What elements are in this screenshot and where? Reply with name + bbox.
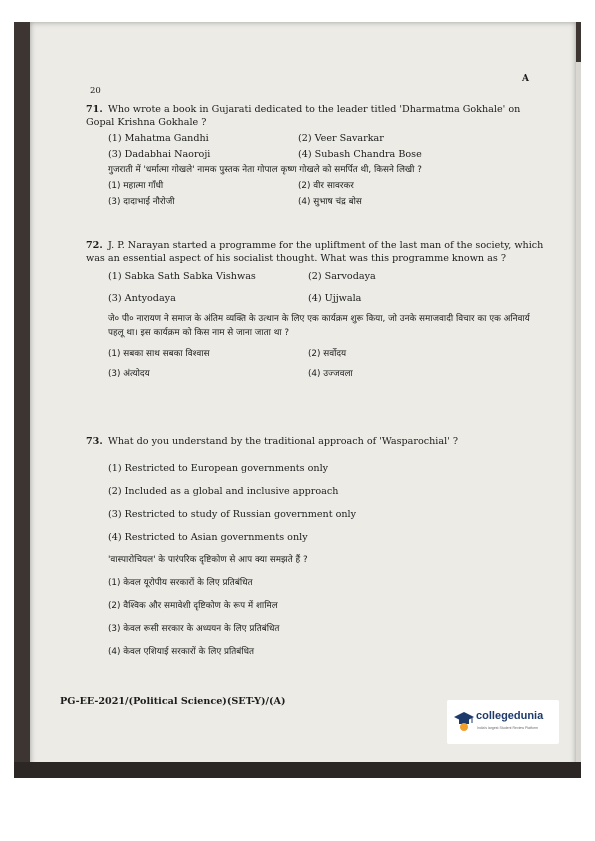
option-hi: (1) महात्मा गाँधी [108, 180, 164, 191]
page-number: 20 [90, 86, 101, 96]
option-hi: (4) उज्जवला [308, 368, 353, 379]
watermark-brand: collegedunia [476, 710, 544, 722]
watermark-tagline: India's largest Student Review Platform [477, 726, 538, 730]
option-en: (4) Ujjwala [308, 293, 362, 305]
option-en: (3) Antyodaya [108, 293, 176, 305]
question-text-en: J. P. Narayan started a programme for the upliftment of the last man of the society, which was an essential aspect of his socialist thought. What was this programme known as ? [86, 240, 544, 264]
option-en: (2) Sarvodaya [308, 271, 376, 283]
graduate-cap-icon [454, 710, 474, 732]
option-hi: (4) केवल एशियाई सरकारों के लिए प्रतिबंधित [108, 646, 255, 657]
watermark-logo [447, 700, 559, 744]
question-text-hi: गुजराती में 'धर्मात्मा गोखले' नामक पुस्तक नेता गोपाल कृष्ण गोखले को समर्पित थी, किसने लिखी ? [108, 165, 422, 176]
option-en: (2) Veer Savarkar [298, 133, 384, 145]
question-text-en: What do you understand by the traditional approach of 'Wasparochial' ? [108, 436, 458, 447]
question-72 [86, 240, 546, 385]
option-en: (4) Restricted to Asian governments only [108, 531, 308, 543]
question-number: 71. [86, 104, 103, 115]
photo-background [14, 22, 581, 778]
question-number: 73. [86, 436, 103, 447]
option-en: (1) Mahatma Gandhi [108, 133, 209, 145]
question-number: 72. [86, 240, 103, 251]
option-hi: (4) सुभाष चंद्र बोस [298, 196, 362, 207]
option-hi: (3) अंत्योदय [108, 368, 150, 379]
exam-page [30, 22, 576, 774]
photo-bottom-shadow [14, 762, 581, 778]
option-en: (2) Included as a global and inclusive approach [108, 485, 339, 497]
option-en: (1) Restricted to European governments only [108, 462, 329, 474]
question-71 [86, 104, 546, 213]
option-en: (1) Sabka Sath Sabka Vishwas [108, 271, 256, 283]
footer-code: PG-EE-2021/(Political Science)(SET-Y)/(A) [60, 696, 286, 707]
option-hi: (2) वीर सावरकर [298, 180, 354, 191]
question-text-hi: जे० पी० नारायण ने समाज के अंतिम व्यक्ति के उत्थान के लिए एक कार्यक्रम शुरू किया, जो उनके समाजवादी विचार का एक अनिवार्य पहलू था। इस कार्यक्रम को किस नाम से जाना जाता था ? [108, 314, 530, 338]
option-en: (4) Subash Chandra Bose [298, 149, 422, 161]
set-letter: A [522, 74, 529, 84]
option-en: (3) Restricted to study of Russian government only [108, 508, 357, 520]
question-73 [86, 436, 546, 664]
option-hi: (3) केवल रूसी सरकार के अध्ययन के लिए प्रतिबंधित [108, 623, 280, 634]
option-hi: (2) सर्वोदय [308, 348, 347, 359]
option-en: (3) Dadabhai Naoroji [108, 149, 211, 161]
option-hi: (3) दादाभाई नौरोजी [108, 196, 175, 207]
option-hi: (2) वैश्विक और समावेशी दृष्टिकोण के रूप में शामिल [108, 600, 278, 611]
option-hi: (1) केवल यूरोपीय सरकारों के लिए प्रतिबंधित [108, 577, 253, 588]
question-text-hi: 'वास्पारोचियल' के पारंपरिक दृष्टिकोण से आप क्या समझते हैं ? [108, 554, 308, 565]
option-hi: (1) सबका साथ सबका विश्वास [108, 348, 210, 359]
question-text-en: Who wrote a book in Gujarati dedicated to the leader titled 'Dharmatma Gokhale' on Gopal Krishna Gokhale ? [86, 104, 521, 128]
